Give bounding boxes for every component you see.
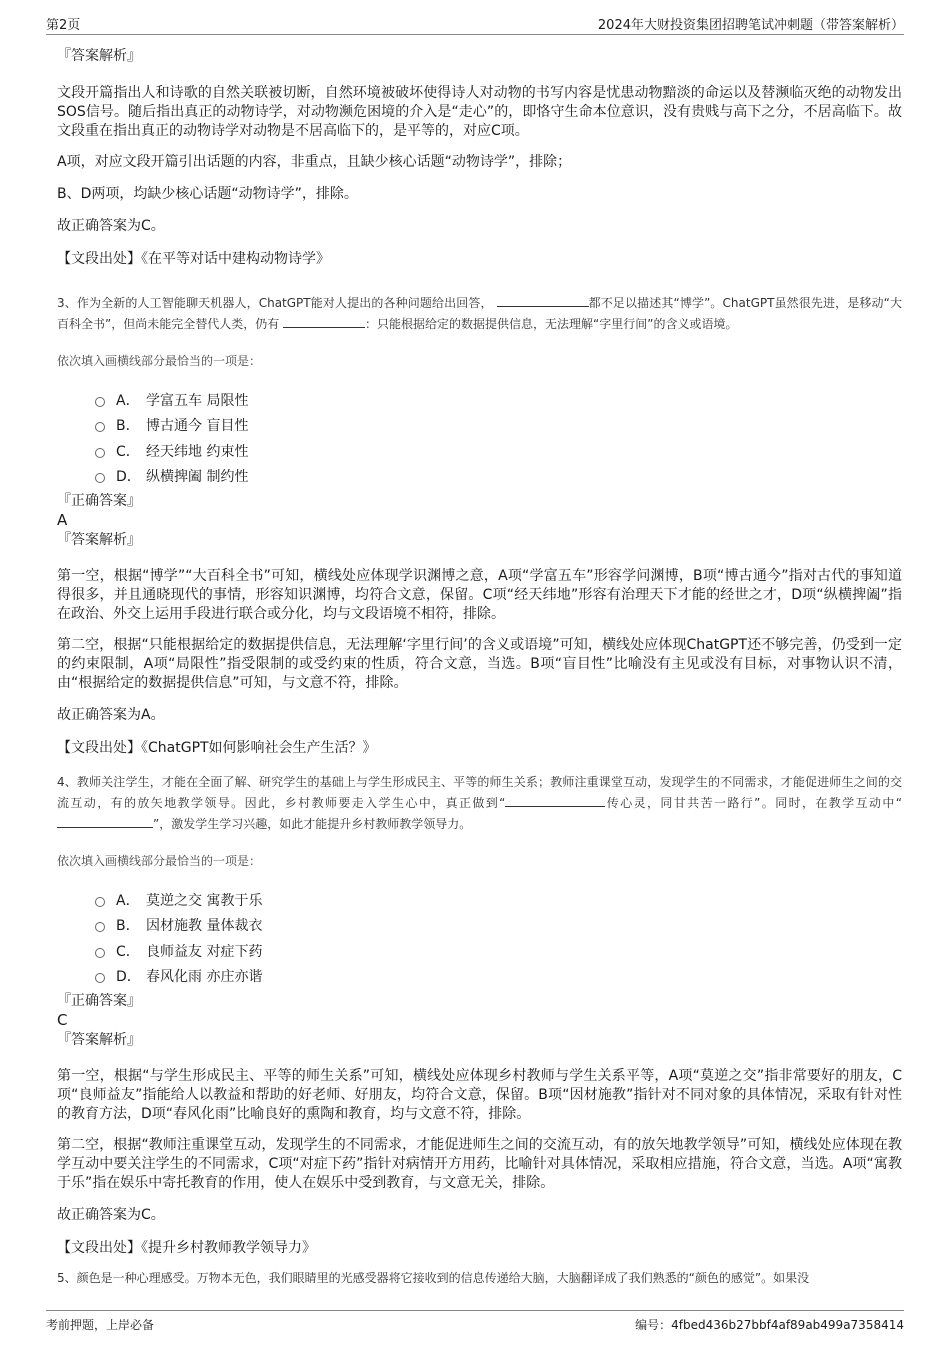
radio-icon[interactable] bbox=[95, 448, 105, 458]
question-prompt: 依次填入画横线部分最恰当的一项是： bbox=[57, 354, 262, 368]
correct-answer: A bbox=[57, 511, 68, 529]
source-citation: 【文段出处】《提升乡村教师教学领导力》 bbox=[57, 1240, 316, 1256]
answer-conclusion: 故正确答案为C。 bbox=[57, 218, 165, 234]
question-stem: 3、作为全新的人工智能聊天机器人，ChatGPT能对人提出的各种问题给出回答， 都不足以描述其“博学”。ChatGPT虽然很先进，是移动“大百科全书”，但尚未能完全替代人类，仍有 ：只能根据给定的数据提供信息，无法理解“字里行间”的含义或语境。 bbox=[57, 296, 902, 331]
radio-icon[interactable] bbox=[95, 397, 105, 407]
footer-slogan: 考前押题，上岸必备 bbox=[46, 1318, 155, 1332]
option-a[interactable]: A． 莫逆之交 寓教于乐 bbox=[95, 887, 902, 913]
radio-icon[interactable] bbox=[95, 948, 105, 958]
option-b[interactable]: B． 因材施教 量体裁衣 bbox=[95, 913, 902, 939]
analysis-label: 『答案解析』 bbox=[57, 48, 141, 64]
analysis-paragraph: 第二空，根据“教师注重课堂互动，发现学生的不同需求，才能促进师生之间的交流互动，有的放矢地教学领导”可知，横线处应体现在教学互动中要关注学生的不同需求，C项“对症下药”指针对病情开方用药，比喻针对具体情况，采取相应措施，符合文意，当选。A项“寓教于乐”指在娱乐中寄托教育的作用，使人在娱乐中受到教育，与文意无关，排除。 bbox=[57, 1137, 902, 1191]
answer-conclusion: 故正确答案为A。 bbox=[57, 707, 165, 723]
analysis-paragraph: 第一空，根据“与学生形成民主、平等的师生关系”可知，横线处应体现乡村教师与学生关系平等，A项“莫逆之交”指非常要好的朋友，C项“良师益友”指能给人以教益和帮助的好老师、好朋友，均符合文意，保留。B项“因材施教”指针对不同对象的具体情况，采取有针对性的教育方法，D项“春风化雨”比喻良好的熏陶和教育，均与文意不符，排除。 bbox=[57, 1068, 902, 1122]
answer-conclusion: 故正确答案为C。 bbox=[57, 1207, 165, 1223]
correct-answer-label: 『正确答案』 bbox=[57, 493, 141, 509]
page-number: 第2页 bbox=[46, 18, 81, 33]
option-list bbox=[57, 887, 902, 989]
question-4 bbox=[57, 772, 902, 1258]
analysis-paragraph: A项，对应文段开篇引出话题的内容，非重点，且缺少核心话题“动物诗学”，排除； bbox=[57, 154, 572, 170]
analysis-label: 『答案解析』 bbox=[57, 1032, 141, 1048]
radio-icon[interactable] bbox=[95, 473, 105, 483]
radio-icon[interactable] bbox=[95, 973, 105, 983]
option-list bbox=[57, 387, 902, 489]
question-3 bbox=[57, 293, 902, 758]
question-stem: 4、教师关注学生，才能在全面了解、研究学生的基础上与学生形成民主、平等的师生关系；教师注重课堂互动，发现学生的不同需求，才能促进师生之间的交流互动，有的放矢地教学领导。因此，乡村教师要走入学生心中，真正做到“ 传心灵，同甘共苦一路行”。同时，在教学互动中“”，激发学生学习兴趣，如此才能提升乡村教师教学领导力。 bbox=[57, 775, 902, 831]
option-c[interactable]: C． 良师益友 对症下药 bbox=[95, 938, 902, 964]
page-content bbox=[57, 42, 902, 1304]
analysis-paragraph: 文段开篇指出人和诗歌的自然关联被切断，自然环境被破坏使得诗人对动物的书写内容是忧患动物黯淡的命运以及替濒临灭绝的动物发出SOS信号。随后指出真正的动物诗学，对动物濒危困境的介入是“走心”的，即恪守生命本位意识，没有贵贱与高下之分，不居高临下。故文段重在指出真正的动物诗学对动物是不居高临下的，是平等的，对应C项。 bbox=[57, 85, 902, 139]
option-d[interactable]: D． 纵横捭阖 制约性 bbox=[95, 464, 902, 490]
option-a[interactable]: A． 学富五车 局限性 bbox=[95, 387, 902, 413]
page-footer bbox=[46, 1310, 904, 1333]
question-prompt: 依次填入画横线部分最恰当的一项是： bbox=[57, 854, 262, 868]
radio-icon[interactable] bbox=[95, 922, 105, 932]
source-citation: 【文段出处】《在平等对话中建构动物诗学》 bbox=[57, 251, 330, 267]
page-header bbox=[46, 12, 904, 35]
option-d[interactable]: D． 春风化雨 亦庄亦谐 bbox=[95, 964, 902, 990]
analysis-paragraph: B、D两项，均缺少核心话题“动物诗学”，排除。 bbox=[57, 186, 358, 202]
correct-answer-label: 『正确答案』 bbox=[57, 993, 141, 1009]
source-citation: 【文段出处】《ChatGPT如何影响社会生产生活？》 bbox=[57, 740, 377, 756]
fill-blank bbox=[505, 794, 605, 807]
analysis-paragraph: 第一空，根据“博学”“大百科全书”可知，横线处应体现学识渊博之意，A项“学富五车”形容学问渊博，B项“博古通今”指对古代的事知道得很多，并且通晓现代的事情，形容知识渊博，均符合文意，保留。C项“经天纬地”形容有治理天下才能的经世之才，D项“纵横捭阖”指在政治、外交上运用手段进行联合或分化，均与文段语境不相符，排除。 bbox=[57, 568, 902, 622]
option-c[interactable]: C． 经天纬地 约束性 bbox=[95, 438, 902, 464]
fill-blank bbox=[497, 294, 589, 307]
option-b[interactable]: B． 博古通今 盲目性 bbox=[95, 413, 902, 439]
correct-answer: C bbox=[57, 1011, 68, 1029]
document-title: 2024年大财投资集团招聘笔试冲刺题（带答案解析） bbox=[597, 18, 904, 33]
radio-icon[interactable] bbox=[95, 422, 105, 432]
fill-blank bbox=[57, 815, 153, 828]
question-5-stem: 5、颜色是一种心理感受。万物本无色，我们眼睛里的光感受器将它接收到的信息传递给大脑，大脑翻译成了我们熟悉的“颜色的感觉”。如果没 bbox=[57, 1271, 810, 1285]
radio-icon[interactable] bbox=[95, 897, 105, 907]
analysis-paragraph: 第二空，根据“只能根据给定的数据提供信息，无法理解‘字里行间’的含义或语境”可知，横线处应体现ChatGPT还不够完善，仍受到一定的约束限制，A项“局限性”指受限制的或受约束的性质，符合文意，当选。B项“盲目性”比喻没有主见或没有目标，对事物认识不清，由“根据给定的数据提供信息”可知，与文意不符，排除。 bbox=[57, 637, 902, 691]
analysis-label: 『答案解析』 bbox=[57, 532, 141, 548]
fill-blank bbox=[283, 315, 365, 328]
document-code: 编号：4fbed436b27bbf4af89ab499a7358414 bbox=[635, 1318, 904, 1332]
